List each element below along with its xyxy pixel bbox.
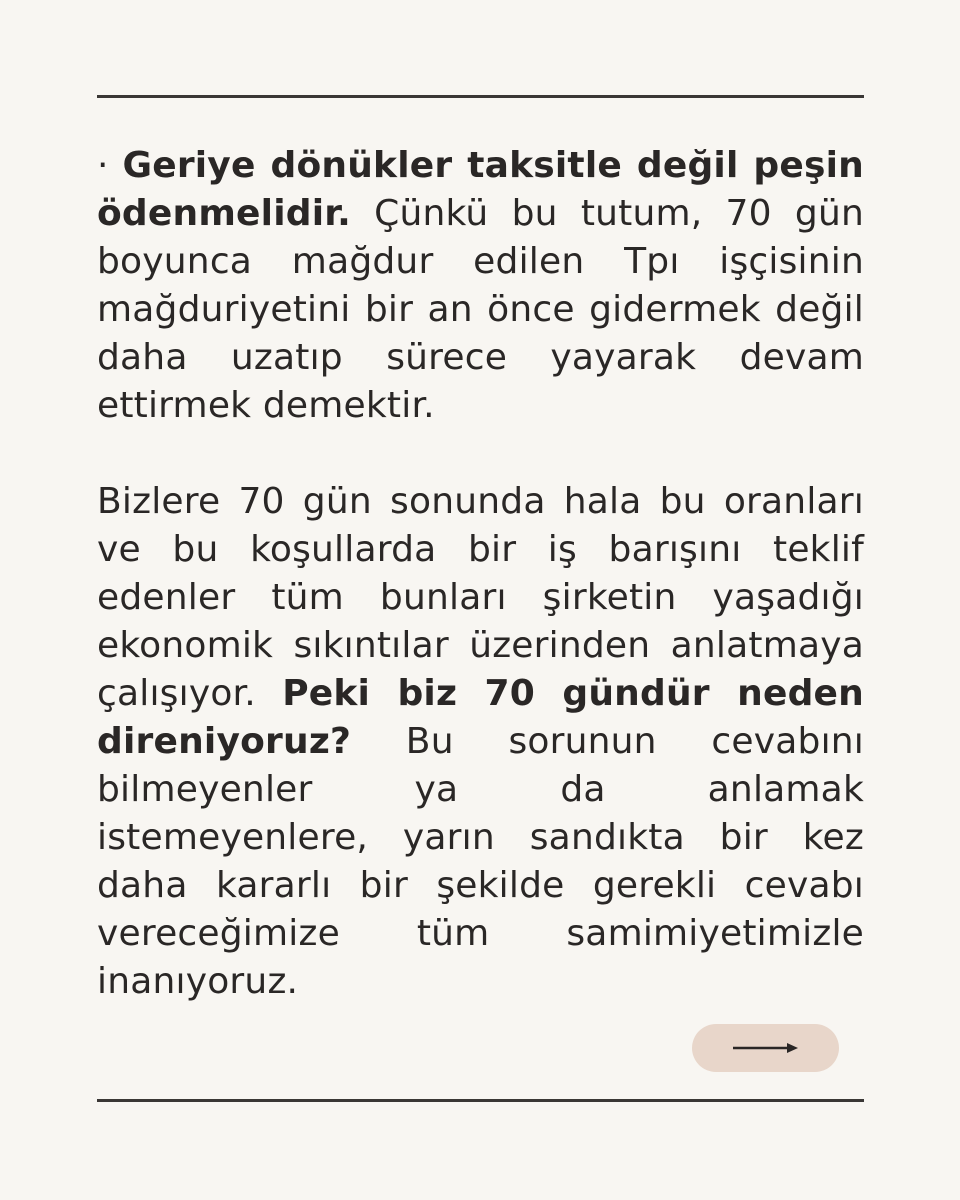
- paragraph-2-bold: Peki biz 70 gündür neden direniyoruz?: [97, 673, 865, 762]
- top-divider: [97, 95, 864, 98]
- bullet: ·: [97, 145, 123, 186]
- paragraph-2-text-after: Bu sorunun cevabını bilmeyenler ya da anlamak istemeyenlere, yarın sandıkta bir kez daha kararlı bir şekilde gerekli cevabı vereceğimize tüm samimiyetimizle inanıyoruz.: [97, 721, 864, 1002]
- next-button[interactable]: [692, 1024, 839, 1072]
- bottom-divider: [97, 1099, 864, 1102]
- arrow-right-icon: [731, 1040, 801, 1056]
- paragraph-2-text-before: Bizlere 70 gün sonunda hala bu oranları ve bu koşullarda bir iş barışını teklif edenler tüm bunları şirketin yaşadığı ekonomik sıkıntılar üzerinden anlatmaya çalışıyor.: [97, 481, 864, 714]
- paragraph-1-bold: Geriye dönükler taksitle değil peşin ödenmelidir.: [97, 145, 864, 234]
- paragraph-1: [97, 142, 864, 430]
- paragraph-1-text: Çünkü bu tutum, 70 gün boyunca mağdur edilen Tpı işçisinin mağduriyetini bir an önce gidermek değil daha uzatıp sürece yayarak devam ettirmek demektir.: [97, 193, 864, 426]
- text-content: [97, 142, 864, 1006]
- paragraph-2: [97, 478, 864, 1006]
